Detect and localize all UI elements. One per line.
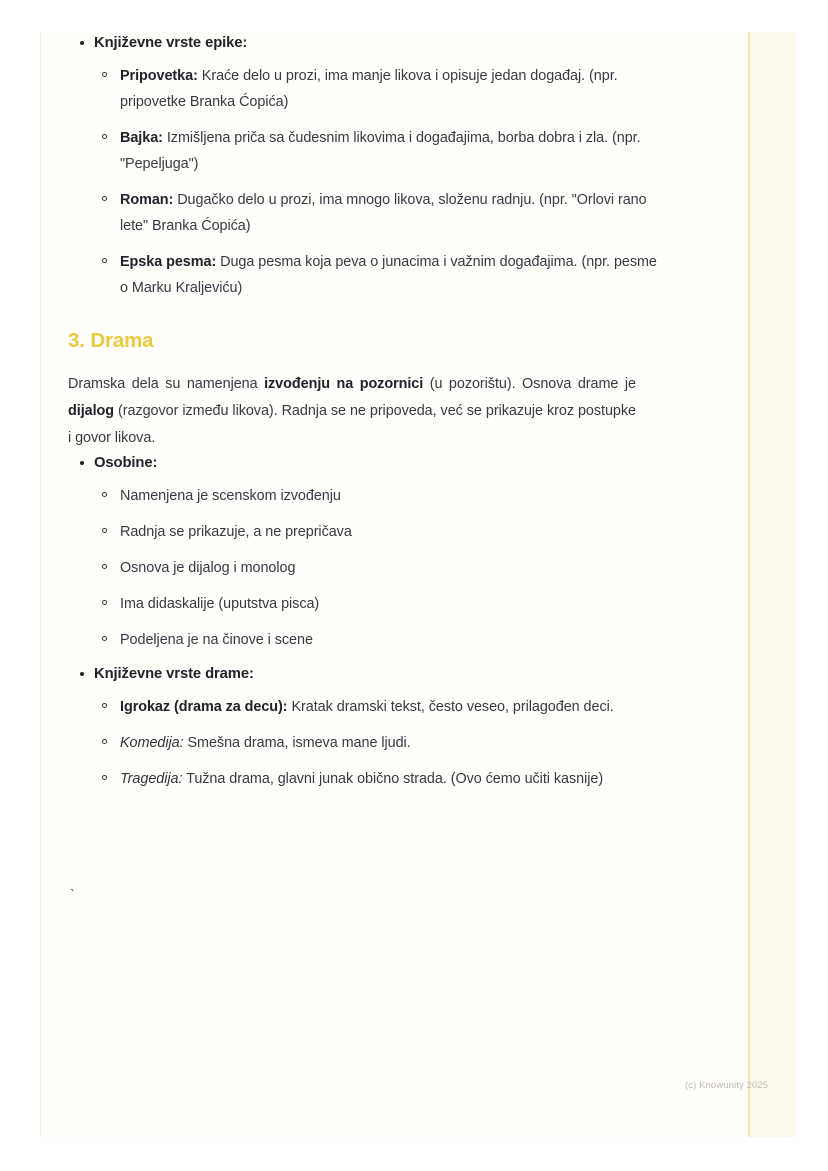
list-item bbox=[94, 591, 668, 617]
drama-types-list bbox=[68, 663, 668, 792]
epic-type-entry bbox=[120, 187, 668, 239]
document-page bbox=[40, 32, 796, 1137]
list-item bbox=[94, 555, 668, 581]
list-item bbox=[94, 249, 668, 301]
bullet-ring-icon bbox=[102, 196, 107, 201]
term-description: Smešna drama, ismeva mane ljudi. bbox=[183, 735, 411, 751]
list-item bbox=[94, 125, 668, 177]
intro-bold-2: dijalog bbox=[68, 403, 115, 419]
document-content bbox=[68, 32, 668, 802]
epic-type-entry bbox=[120, 249, 668, 301]
term-description: Dugačko delo u prozi, ima mnogo likova, složenu radnju. (npr. "Orlovi rano lete" Branka Ćopića) bbox=[120, 192, 647, 234]
list-item bbox=[94, 627, 668, 653]
bullet-ring-icon bbox=[102, 492, 107, 497]
bullet-ring-icon bbox=[102, 636, 107, 641]
osobine-entry: Osnova je dijalog i monolog bbox=[120, 560, 296, 576]
footer-credit: (c) Knowunity 2025 bbox=[685, 1080, 769, 1091]
list-item bbox=[94, 187, 668, 239]
osobine-entry: Radnja se prikazuje, a ne prepričava bbox=[120, 524, 352, 540]
section-heading-drama: 3. Drama bbox=[68, 329, 154, 352]
bullet-ring-icon bbox=[102, 703, 107, 708]
drama-types-sublist bbox=[94, 694, 668, 792]
list-item bbox=[94, 694, 668, 720]
osobine-list bbox=[68, 452, 668, 653]
list-item bbox=[68, 663, 668, 792]
term-description: Izmišljena priča sa čudesnim likovima i događajima, borba dobra i zla. (npr. "Pepeljuga") bbox=[120, 130, 641, 172]
term-label: Pripovetka: bbox=[120, 68, 198, 84]
osobine-entry: Podeljena je na činove i scene bbox=[120, 632, 313, 648]
bullet-ring-icon bbox=[102, 72, 107, 77]
term-label: Igrokaz (drama za decu): bbox=[120, 699, 288, 715]
bullet-ring-icon bbox=[102, 739, 107, 744]
drama-type-entry bbox=[120, 766, 668, 792]
term-label: Komedija: bbox=[120, 735, 184, 751]
intro-text-part-2: (u pozorištu). Osnova drame je bbox=[423, 376, 636, 392]
decorative-right-band-rule bbox=[748, 32, 750, 1137]
list-item bbox=[94, 483, 668, 509]
bullet-ring-icon bbox=[102, 258, 107, 263]
intro-bold-1: izvođenju na pozornici bbox=[264, 376, 424, 392]
stray-backtick-mark: ` bbox=[70, 886, 75, 902]
drama-type-entry bbox=[120, 694, 668, 720]
bullet-ring-icon bbox=[102, 564, 107, 569]
term-label: Epska pesma: bbox=[120, 254, 217, 270]
epic-types-label: Književne vrste epike: bbox=[94, 35, 248, 51]
list-item bbox=[94, 519, 668, 545]
epic-types-sublist bbox=[94, 63, 668, 301]
epic-type-entry bbox=[120, 63, 668, 115]
osobine-sublist bbox=[94, 483, 668, 653]
drama-type-entry bbox=[120, 730, 668, 756]
term-label: Roman: bbox=[120, 192, 174, 208]
term-label: Tragedija: bbox=[120, 771, 183, 787]
bullet-ring-icon bbox=[102, 134, 107, 139]
bullet-ring-icon bbox=[102, 775, 107, 780]
osobine-entry: Namenjena je scenskom izvođenju bbox=[120, 488, 341, 504]
drama-types-label: Književne vrste drame: bbox=[94, 666, 254, 682]
bullet-ring-icon bbox=[102, 528, 107, 533]
term-description: Tužna drama, glavni junak obično strada. (Ovo ćemo učiti kasnije) bbox=[182, 771, 604, 787]
page-left-edge-rule bbox=[40, 32, 41, 1137]
term-label: Bajka: bbox=[120, 130, 163, 146]
intro-text-part-3: (razgovor između likova). Radnja se ne pripoveda, već se prikazuje kroz postupke i govor likova. bbox=[68, 403, 636, 446]
list-item bbox=[68, 32, 668, 301]
drama-intro-paragraph bbox=[68, 371, 636, 452]
term-description: Duga pesma koja peva o junacima i važnim događajima. (npr. pesme o Marku Kraljeviću) bbox=[120, 254, 657, 296]
term-description: Kraće delo u prozi, ima manje likova i opisuje jedan događaj. (npr. pripovetke Branka Ćopića) bbox=[120, 68, 618, 110]
list-item bbox=[94, 730, 668, 756]
intro-text-part-1: Dramska dela su namenjena bbox=[68, 376, 265, 392]
bullet-ring-icon bbox=[102, 600, 107, 605]
osobine-entry: Ima didaskalije (uputstva pisca) bbox=[120, 596, 320, 612]
bullet-dot-icon bbox=[80, 41, 84, 45]
decorative-right-band bbox=[748, 32, 796, 1137]
osobine-label: Osobine: bbox=[94, 455, 158, 471]
epic-type-entry bbox=[120, 125, 668, 177]
list-item bbox=[94, 766, 668, 792]
list-item bbox=[68, 452, 668, 653]
epic-types-list bbox=[68, 32, 668, 301]
bullet-dot-icon bbox=[80, 461, 84, 465]
list-item bbox=[94, 63, 668, 115]
term-description: Kratak dramski tekst, često veseo, prilagođen deci. bbox=[287, 699, 614, 715]
bullet-dot-icon bbox=[80, 672, 84, 676]
